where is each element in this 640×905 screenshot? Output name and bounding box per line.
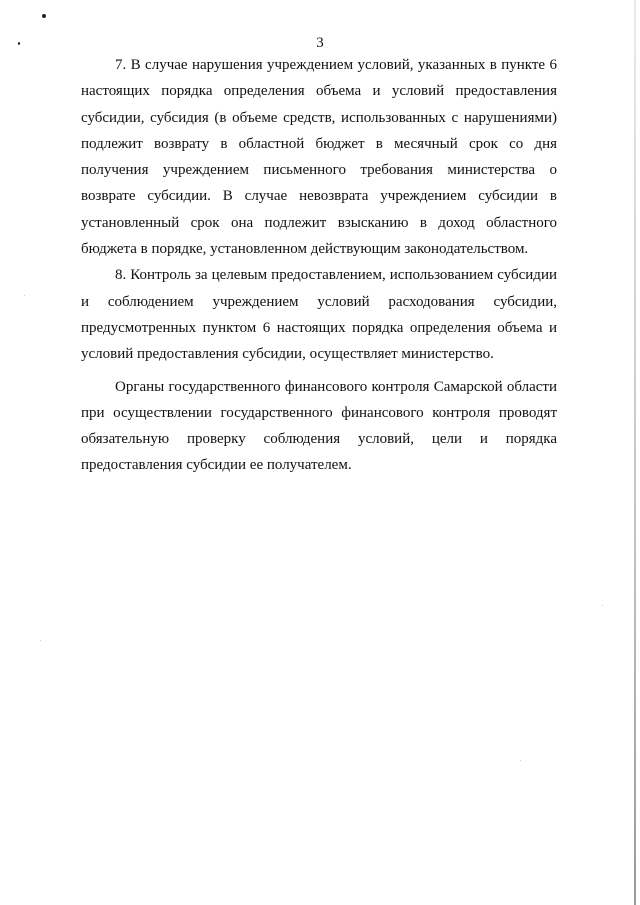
- scan-speck: [24, 295, 25, 296]
- document-body: [81, 52, 557, 479]
- scan-speck: [40, 640, 41, 641]
- scan-edge-shadow: [634, 0, 636, 905]
- paragraph-financial-control: Органы государственного финансового контроля Самарской области при осуществлении государственного финансового контроля проводят обязательную проверку соблюдения условий, цели и порядка предоставления субсидии ее получателем.: [81, 378, 557, 474]
- scan-speck: [602, 605, 603, 606]
- page-number: 3: [316, 35, 324, 51]
- scan-speck: [520, 760, 521, 761]
- paragraph-7: 7. В случае нарушения учреждением условий, указанных в пункте 6 настоящих порядка определения объема и условий предоставления субсидии, субсидия (в объеме средств, использованных с нарушениями) подлежит возврату в областной бюджет в месячный срок со дня получения учреждением письменного требования министерства о возврате субсидии. В случае невозврата учреждением субсидии в установленный срок она подлежит взысканию в доход областного бюджета в порядке, установленном действующим законодательством.: [81, 57, 557, 258]
- paragraph-8: 8. Контроль за целевым предоставлением, использованием субсидии и соблюдением учреждением условий расходования субсидии, предусмотренных пунктом 6 настоящих порядка определения объема и условий предоставления субсидии, осуществляет министерство.: [81, 267, 557, 363]
- scan-artifact-dot: [42, 14, 46, 18]
